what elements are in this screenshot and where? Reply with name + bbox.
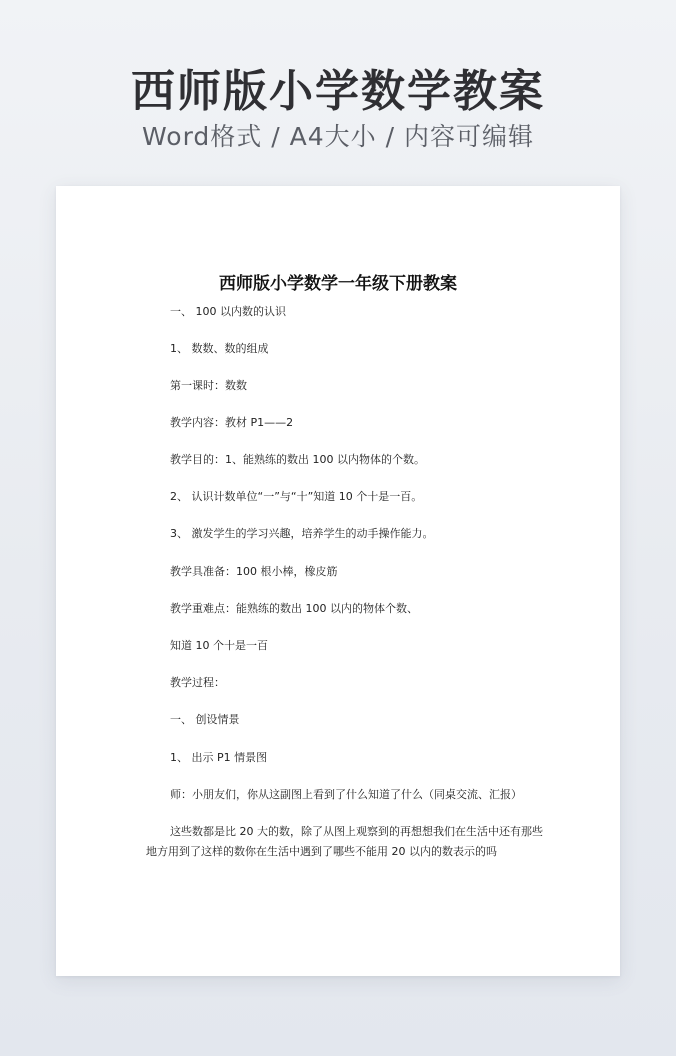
doc-line-goal-3: 3、 激发学生的学习兴趣，培养学生的动手操作能力。 — [170, 527, 434, 540]
doc-paragraph-line-1: 这些数都是比 20 大的数，除了从图上观察到的再想想我们在生活中还有那些 — [170, 825, 543, 838]
doc-line-key-points-2: 知道 10 个十是一百 — [170, 639, 268, 652]
doc-line-step-1: 1、 出示 P1 情景图 — [170, 751, 268, 764]
doc-line-materials: 教学具准备：100 根小棒，橡皮筋 — [170, 565, 338, 578]
banner-subtitle: Word格式 / A4大小 / 内容可编辑 — [142, 122, 534, 151]
doc-line-subsection: 1、 数数、数的组成 — [170, 342, 269, 355]
doc-line-content: 教学内容：教材 P1——2 — [170, 416, 294, 429]
doc-line-goal-2: 2、 认识计数单位“一”与“十”知道 10 个十是一百。 — [170, 490, 423, 503]
doc-line-lesson: 第一课时：数数 — [170, 379, 247, 392]
document-page — [56, 186, 620, 976]
doc-line-step-heading: 一、 创设情景 — [170, 713, 240, 726]
doc-line-process: 教学过程： — [170, 676, 225, 689]
doc-line-key-points: 教学重难点：能熟练的数出 100 以内的物体个数、 — [170, 602, 418, 615]
promo-banner — [0, 0, 676, 186]
doc-paragraph — [146, 822, 541, 862]
banner-title: 西师版小学数学教案 — [131, 66, 545, 117]
doc-line-goal-1: 教学目的：1、能熟练的数出 100 以内物体的个数。 — [170, 453, 425, 466]
doc-line-section-heading: 一、 100 以内数的认识 — [170, 305, 286, 318]
doc-line-teacher: 师：小朋友们，你从这副图上看到了什么知道了什么（同桌交流、汇报） — [170, 788, 522, 801]
doc-paragraph-line-2: 地方用到了这样的数你在生活中遇到了哪些不能用 20 以内的数表示的吗 — [146, 845, 497, 858]
document-title: 西师版小学数学一年级下册教案 — [219, 274, 457, 294]
